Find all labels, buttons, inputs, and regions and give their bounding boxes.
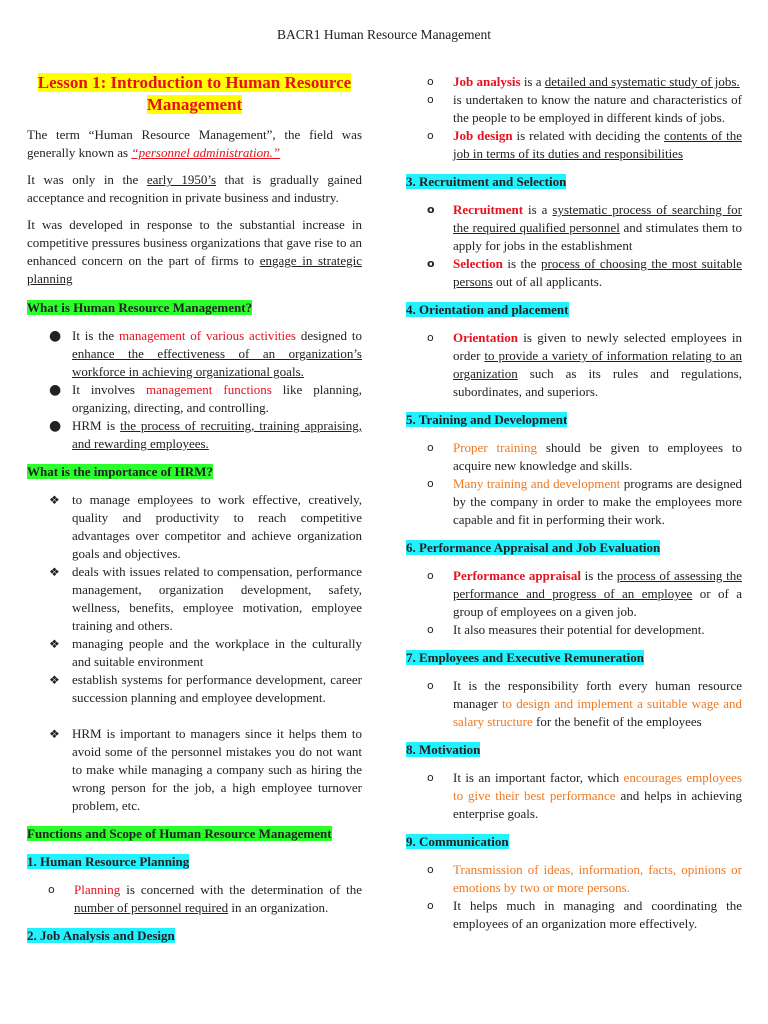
item-text: and stimulates them to apply for jobs in the establishment: [453, 220, 743, 253]
item-text: is a: [523, 202, 553, 217]
section-8-list: [406, 769, 742, 823]
intro-paragraph-2: [27, 171, 362, 207]
early-1950s-term: early 1950’s: [146, 172, 217, 187]
bullet-icon: ●: [49, 382, 62, 398]
list-item: [27, 725, 362, 815]
diamond-bullet-icon: ❖: [49, 673, 60, 687]
item-text: is a: [520, 74, 545, 89]
item-highlight: Recruitment: [453, 202, 524, 217]
functions-heading: Functions and Scope of Human Resource Management: [27, 826, 332, 841]
item-underline: detailed and systematic study of jobs.: [544, 74, 740, 89]
list-item: [27, 563, 362, 635]
section-3: [406, 173, 742, 191]
item-text: out of all applicants.: [492, 274, 603, 289]
item-text: or of a group of employees on a given job.: [453, 586, 742, 619]
circle-bullet-icon: o: [427, 93, 434, 106]
section-6: [406, 539, 742, 557]
circle-bullet-icon: o: [427, 477, 434, 490]
item-text: is related with deciding the: [512, 128, 665, 143]
list-item: [406, 897, 742, 933]
intro-paragraph-1: [27, 126, 362, 162]
section-6-list: [406, 567, 742, 639]
section-5-heading: 5. Training and Development: [406, 412, 568, 427]
item-text: deals with issues related to compensation, performance management, organization development, safety, wellness, benefits, employee motivation, employee training and others.: [72, 564, 362, 633]
item-highlight: Planning: [74, 882, 121, 897]
circle-bullet-icon: o: [427, 569, 434, 582]
section-7-heading: 7. Employees and Executive Remuneration: [406, 650, 644, 665]
list-item: [406, 475, 742, 529]
item-text: is concerned with the determination of the: [120, 882, 362, 897]
item-text: It is the: [72, 328, 120, 343]
item-text: It involves: [72, 382, 146, 397]
item-text: designed to: [295, 328, 362, 343]
bullet-icon: ●: [49, 328, 62, 344]
section-4: [406, 301, 742, 319]
functions-section: [27, 825, 362, 843]
section-2-heading: 2. Job Analysis and Design: [27, 928, 175, 943]
item-text: is the: [502, 256, 541, 271]
list-item: [406, 91, 742, 127]
item-underline: process of choosing the most suitable persons: [453, 256, 742, 289]
circle-bullet-icon: o: [427, 331, 434, 344]
section-5-list: [406, 439, 742, 529]
list-item: [406, 127, 742, 163]
item-highlight: management of various activities: [119, 328, 296, 343]
circle-bullet-icon: o: [427, 899, 434, 912]
diamond-bullet-icon: ❖: [49, 727, 60, 741]
lesson-title-line1: Lesson 1: Introduction to Human Resource: [37, 73, 352, 92]
section-1-list: [27, 881, 362, 917]
what-is-hrm-heading: What is Human Resource Management?: [27, 300, 253, 315]
section-9: [406, 833, 742, 851]
item-text: establish systems for performance development, career succession planning and employee development.: [72, 672, 362, 705]
section-2: [27, 927, 362, 945]
circle-bullet-icon: o: [427, 771, 434, 784]
personnel-administration-term: “personnel administration.”: [131, 145, 281, 160]
item-text: is given to newly selected employees in order: [453, 330, 742, 363]
item-text: It is an important factor, which: [453, 770, 624, 785]
item-highlight: Performance appraisal: [453, 568, 581, 583]
section-6-heading: 6. Performance Appraisal and Job Evaluation: [406, 540, 661, 555]
section-4-heading: 4. Orientation and placement: [406, 302, 569, 317]
item-text: and helps in achieving enterprise goals.: [453, 788, 743, 821]
list-item: [406, 255, 742, 291]
circle-bullet-icon: o: [427, 623, 434, 636]
circle-bullet-icon: o: [48, 883, 55, 896]
right-column: [406, 73, 742, 933]
circle-bullet-icon: o: [427, 863, 434, 876]
item-highlight: Job analysis: [453, 74, 521, 89]
item-highlight: Orientation: [453, 330, 518, 345]
item-highlight: management functions: [145, 382, 272, 397]
list-item: [406, 439, 742, 475]
section-5: [406, 411, 742, 429]
importance-heading: What is the importance of HRM?: [27, 464, 213, 479]
item-text: is the: [580, 568, 617, 583]
item-text: such as its rules and regulations, subordinates, and superiors.: [453, 366, 742, 399]
section-9-heading: 9. Communication: [406, 834, 509, 849]
section-2-list: [406, 73, 742, 163]
list-item: [406, 567, 742, 621]
section-1-heading: 1. Human Resource Planning: [27, 854, 190, 869]
lesson-title: [27, 72, 362, 116]
circle-bullet-icon: o: [427, 257, 435, 270]
list-item: [27, 491, 362, 563]
intro-p1-text: The term “Human Resource Management”, the field was generally known as: [27, 127, 362, 160]
section-9-list: [406, 861, 742, 933]
item-text: for the benefit of the employees: [532, 714, 702, 729]
item-highlight: to design and implement a suitable wage and salary structure: [453, 696, 742, 729]
item-text: like planning, organizing, directing, and controlling.: [72, 382, 362, 415]
importance-section: [27, 463, 362, 481]
list-item: [27, 381, 362, 417]
intro-paragraph-3: [27, 216, 362, 288]
list-item: [27, 881, 362, 917]
item-highlight: Proper training: [453, 440, 537, 455]
item-underline: process of assessing the performance and progress of an employee: [453, 568, 742, 601]
item-text: HRM is important to managers since it helps them to avoid some of the personnel mistakes you do not want to make while managing a company such as hiring the wrong person for the job, a high employee turnover problem, etc.: [72, 726, 362, 813]
document-header: BACR1 Human Resource Management: [276, 27, 492, 42]
item-underline: number of personnel required: [74, 900, 229, 915]
diamond-bullet-icon: ❖: [49, 637, 60, 651]
section-1: [27, 853, 362, 871]
item-text: in an organization.: [228, 900, 329, 915]
item-text: It helps much in managing and coordinating the employees of an organization more effectively.: [453, 898, 742, 931]
list-item: [406, 861, 742, 897]
item-highlight: Selection: [453, 256, 503, 271]
what-is-hrm-section: [27, 299, 362, 317]
item-text: is undertaken to know the nature and characteristics of the people to be employed in different kinds of jobs.: [453, 92, 742, 125]
intro-p2-text: It was only in the: [27, 172, 147, 187]
circle-bullet-icon: o: [427, 129, 434, 142]
diamond-bullet-icon: ❖: [49, 493, 60, 507]
item-underline: enhance the effectiveness of an organization’s workforce in achieving organizational goals.: [72, 346, 362, 379]
left-column: [27, 68, 362, 945]
item-text: programs are designed by the company in order to make the employees more capable and fit in performing their work.: [453, 476, 742, 527]
item-underline: contents of the job in terms of its duties and responsibilities: [453, 128, 742, 161]
circle-bullet-icon: o: [427, 75, 434, 88]
item-underline: the process of recruiting, training appraising, and rewarding employees.: [72, 418, 362, 451]
intro-p3-text: It was developed in response to the substantial increase in competitive pressures business organizations that gave rise to an enhanced concern on the part of firms to: [27, 217, 362, 268]
list-item: [406, 329, 742, 401]
item-text: HRM is: [72, 418, 121, 433]
list-item: [406, 677, 742, 731]
what-is-hrm-list: [27, 327, 362, 453]
importance-list: [27, 491, 362, 815]
list-item: [27, 635, 362, 671]
list-item: [406, 201, 742, 255]
item-text: managing people and the workplace in the culturally and suitable environment: [72, 636, 362, 669]
diamond-bullet-icon: ❖: [49, 565, 60, 579]
list-item: [406, 769, 742, 823]
item-text: It also measures their potential for development.: [453, 622, 705, 637]
lesson-title-line2: Management: [146, 95, 243, 114]
section-7: [406, 649, 742, 667]
item-underline: systematic process of searching for the required qualified personnel: [453, 202, 742, 235]
item-text: It is the responsibility forth every human resource manager: [453, 678, 742, 711]
section-3-list: [406, 201, 742, 291]
intro-p2-rest: that is gradually gained acceptance and recognition in private business and industry.: [27, 172, 362, 205]
strategic-planning-term: engage in strategic planning: [27, 253, 362, 286]
circle-bullet-icon: o: [427, 679, 434, 692]
bullet-icon: ●: [49, 418, 62, 434]
item-highlight: Transmission of ideas, information, facts, opinions or emotions by two or more persons.: [453, 862, 742, 895]
item-highlight: Job design: [453, 128, 513, 143]
list-item: [27, 327, 362, 381]
list-item: [406, 621, 742, 639]
section-8-heading: 8. Motivation: [406, 742, 481, 757]
section-7-list: [406, 677, 742, 731]
list-item: [27, 417, 362, 453]
item-underline: to provide a variety of information relating to an organization: [453, 348, 742, 381]
item-text: should be given to employees to acquire new knowledge and skills.: [453, 440, 743, 473]
item-highlight: Many training and development: [453, 476, 621, 491]
list-item: [27, 671, 362, 707]
list-item: [406, 73, 742, 91]
circle-bullet-icon: o: [427, 441, 434, 454]
section-8: [406, 741, 742, 759]
section-4-list: [406, 329, 742, 401]
section-3-heading: 3. Recruitment and Selection: [406, 174, 567, 189]
circle-bullet-icon: o: [427, 203, 435, 216]
item-highlight: encourages employees to give their best performance: [453, 770, 742, 803]
item-text: to manage employees to work effective, creatively, quality and productivity to reach competitive advantages over competitor and achieve organization goals and objectives.: [72, 492, 362, 561]
